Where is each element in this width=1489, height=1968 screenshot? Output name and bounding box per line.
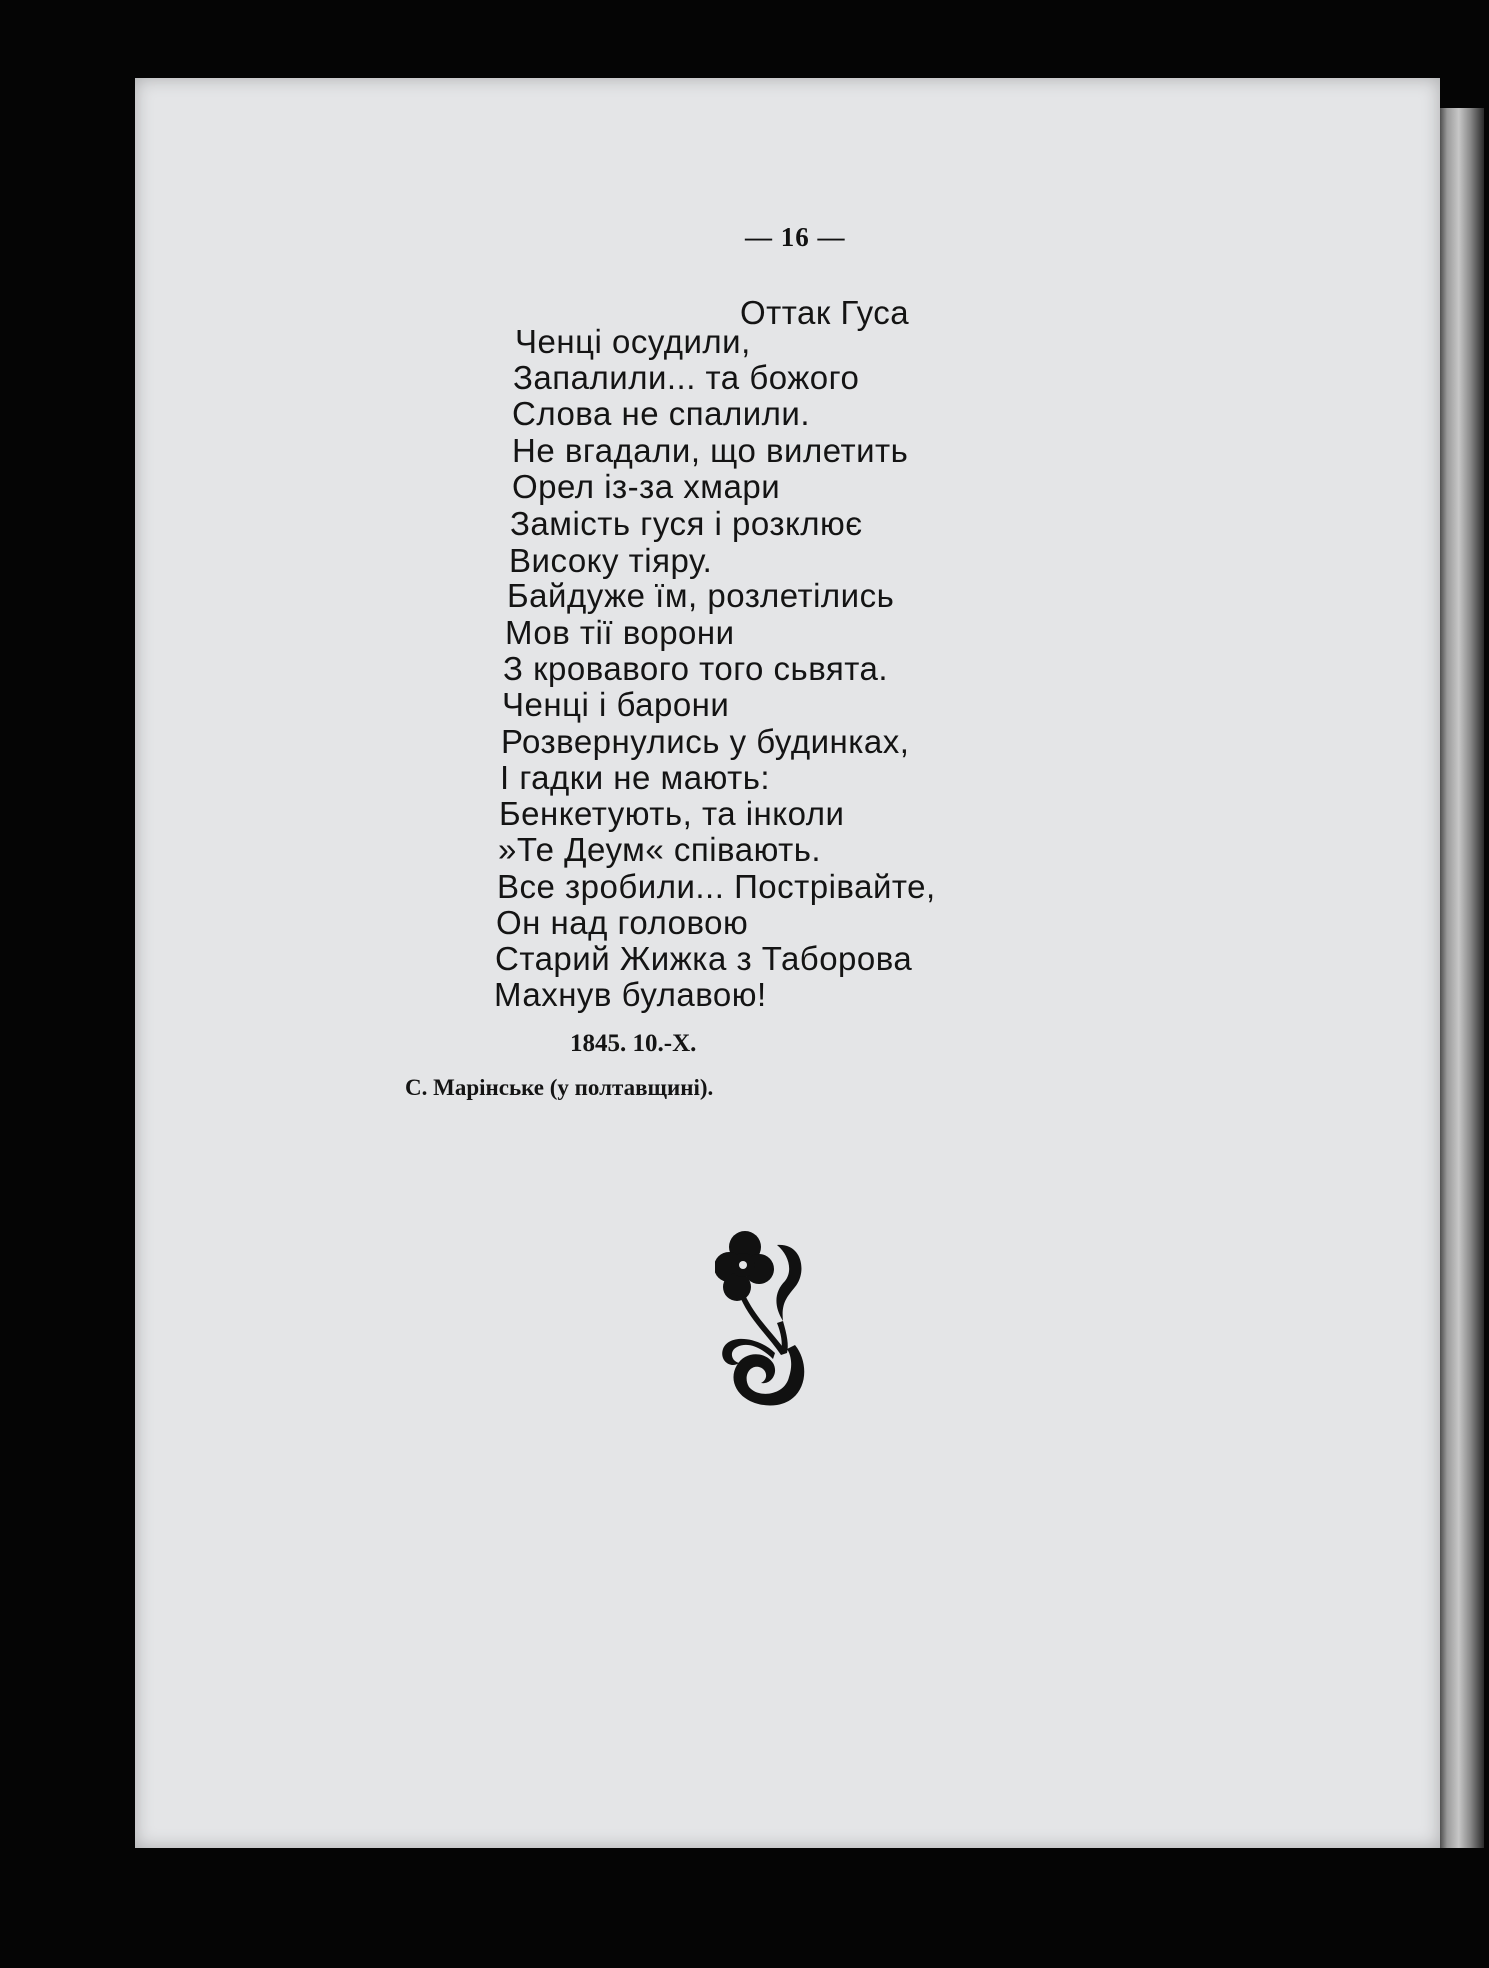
poem-line: »Те Деум« співають. (498, 831, 822, 868)
poem-date: 1845. 10.-X. (570, 1030, 697, 1057)
poem-line: Запалили... та божого (513, 359, 860, 396)
poem-line: З кровавого того сьвята. (503, 650, 889, 687)
poem-line: Орел із-за хмари (512, 468, 781, 505)
page-number: — 16 — (745, 222, 846, 252)
poem-line: Замість гуся і розклює (510, 505, 863, 542)
poem-line: Розвернулись у будинках, (501, 723, 910, 760)
poem-line: Слова не спалили. (512, 395, 811, 432)
poem-line: Не вгадали, що вилетить (512, 432, 909, 469)
poem-line: І гадки не мають: (500, 759, 771, 796)
poem-line: Бенкетують, та інколи (499, 795, 845, 832)
poem-line: Старий Жижка з Таборова (495, 940, 913, 977)
poem-line: Все зробили... Пострівайте, (497, 868, 936, 905)
poem-line: Он над головою (496, 904, 749, 941)
poem-line: Махнув булавою! (494, 976, 767, 1013)
book-edge (1438, 108, 1484, 1848)
flower-ornament-icon (715, 1225, 825, 1410)
poem-line: Ченці осудили, (515, 323, 751, 360)
poem-line: Мов тії ворони (505, 614, 735, 651)
poem-line: Ченці і барони (502, 686, 730, 723)
poem-line: Байдуже їм, розлетілись (507, 577, 895, 614)
poem-line: Високу тіяру. (509, 542, 713, 579)
poem-place: С. Марінське (у полтавщині). (405, 1075, 714, 1100)
poem-line: Оттак Гуса (740, 294, 910, 331)
